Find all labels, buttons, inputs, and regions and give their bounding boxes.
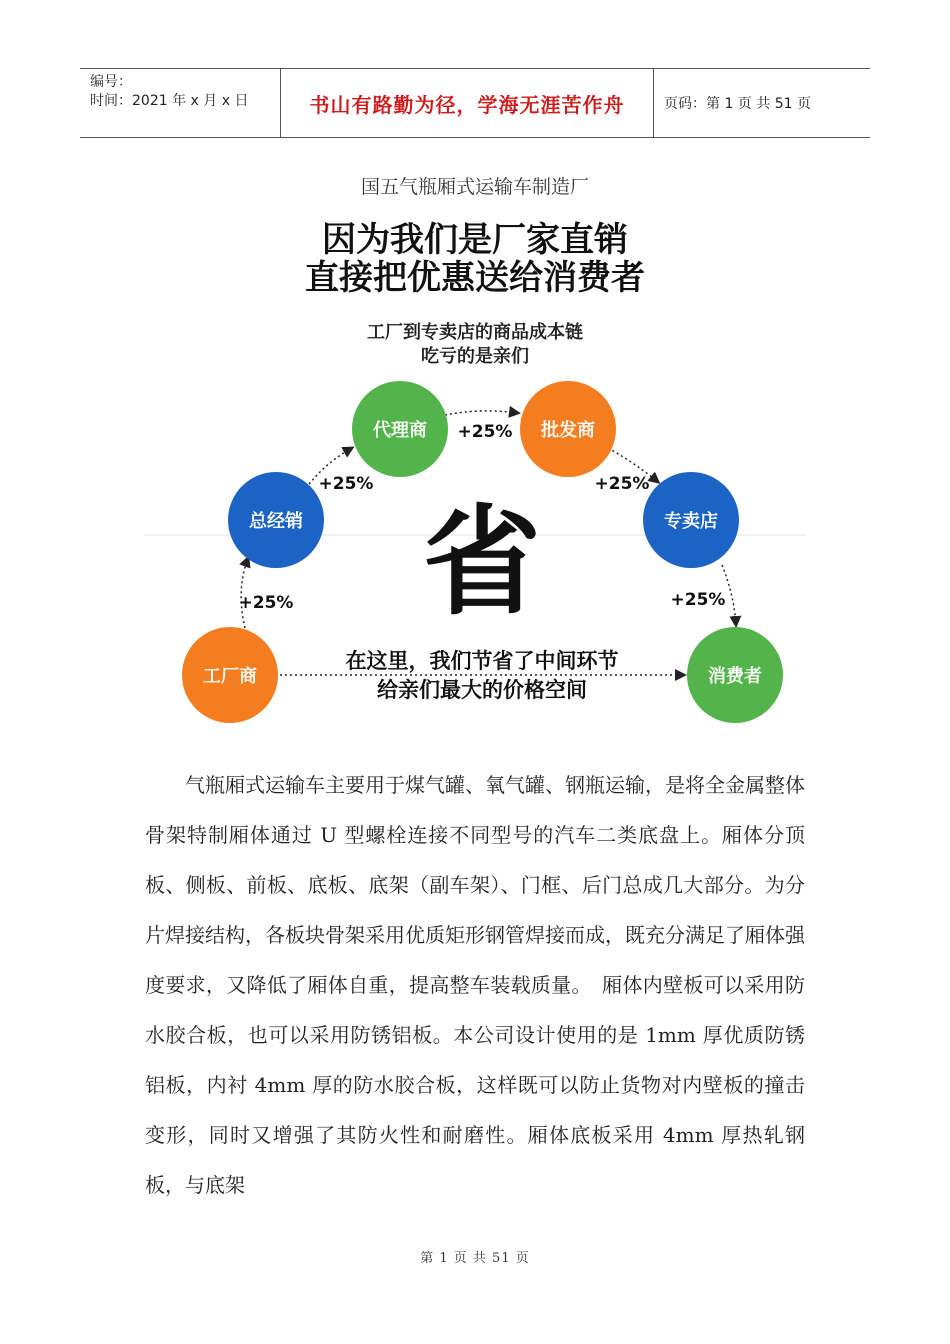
header-page-info: 页码：第 1 页 共 51 页 [664,96,811,112]
page-footer: 第 1 页 共 51 页 [420,1251,530,1266]
markup-label: +25% [594,474,650,494]
header-motto-cell [281,69,654,137]
markup-label: +25% [457,422,513,442]
node-wholesaler [520,381,616,477]
body-paragraph: 气瓶厢式运输车主要用于煤气罐、氧气罐、钢瓶运输，是将全金属整体骨架特制厢体通过 U 型螺栓连接不同型号的汽车二类底盘上。厢体分顶板、侧板、前板、底板、底架（副车架）、门框、后门总成几大部分。为分片焊接结构，各板块骨架采用优质矩形钢管焊接而成，既充分满足了厢体强度要求，又降低了厢体自重，提高整车装载质量。 厢体内壁板可以采用防水胶合板，也可以采用防锈铝板。本公司设计使用的是 1mm 厚优质防锈铝板，内衬 4mm 厚的防水胶合板，这样既可以防止货物对内壁板的撞击变形，同时又增强了其防火性和耐磨性。厢体底板采用 4mm 厚热轧钢板，与底架 [145,773,805,1197]
node-factory [182,627,278,723]
node-distributor [228,472,324,568]
cost-chain-diagram [140,205,810,730]
document-number-label: 编号： [90,74,132,90]
node-agent-label: 代理商 [373,420,427,441]
markup-label: +25% [238,593,294,613]
promo-graphic [140,205,810,730]
node-consumer [687,627,783,723]
node-distributor-label: 总经销 [249,511,303,532]
arrow-agent-to-wholesaler [445,411,518,415]
headline-line-2: 直接把优惠送给消费者 [305,258,645,298]
header-page-cell [654,69,870,137]
body-text [145,760,805,1210]
bottom-caption-line-2: 给亲们最大的价格空间 [377,678,587,702]
node-store [643,472,739,568]
bottom-caption-line-1: 在这里，我们节省了中间环节 [345,649,619,673]
document-title: 国五气瓶厢式运输车制造厂 [360,176,589,198]
header-motto: 书山有路勤为径，学海无涯苦作舟 [309,92,625,117]
subheadline-line-1: 工厂到专卖店的商品成本链 [367,322,583,343]
node-consumer-label: 消费者 [708,666,762,687]
markup-label: +25% [670,590,726,610]
page-header [80,68,870,138]
node-factory-label: 工厂商 [203,666,257,687]
document-date-label: 时间：2021 年 x 月 x 日 [90,93,249,109]
node-store-label: 专卖店 [664,511,718,532]
subheadline-line-2: 吃亏的是亲们 [421,346,529,367]
markup-label: +25% [318,474,374,494]
save-character: 省 [422,493,542,631]
node-agent [352,381,448,477]
headline-line-1: 因为我们是厂家直销 [322,220,628,260]
header-left-cell [80,69,281,137]
node-wholesaler-label: 批发商 [541,420,595,441]
